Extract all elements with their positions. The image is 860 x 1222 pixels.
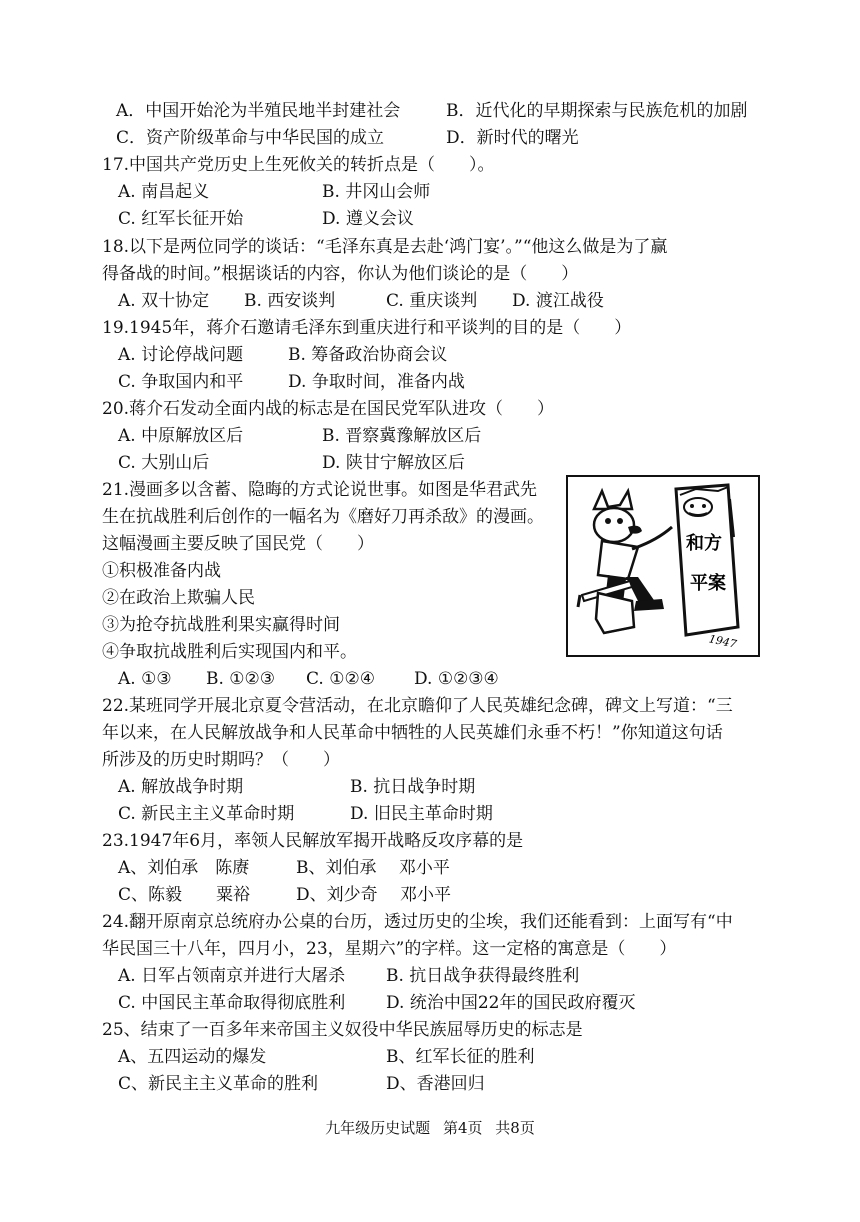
q25-option-d: D、香港回归: [386, 1074, 485, 1094]
q24-stem-line2: 华民国三十八年，四月小，23，星期六”的字样。这一定格的寓意是（ ）: [102, 939, 677, 959]
q24-option-c: C. 中国民主革命取得彻底胜利: [118, 993, 346, 1013]
q19-option-b: B. 筹备政治协商会议: [288, 345, 448, 365]
footer-page-number: 第4页: [442, 1119, 483, 1137]
q19-option-a: A. 讨论停战问题: [118, 345, 244, 365]
q24-option-a: A. 日军占领南京并进行大屠杀: [118, 966, 346, 986]
q18-stem-line2: 得备战的时间。”根据谈话的内容，你认为他们谈论的是（ ）: [102, 264, 579, 284]
q22-option-c: C. 新民主主义革命时期: [118, 804, 295, 824]
footer-title: 九年级历史试题: [325, 1119, 431, 1137]
q18-option-a: A. 双十协定: [118, 291, 210, 311]
q22-stem-line3: 所涉及的历史时期吗？（ ）: [102, 750, 340, 770]
q20-stem: 20.蒋介石发动全面内战的标志是在国民党军队进攻（ ）: [102, 399, 555, 419]
page-footer: [0, 1118, 860, 1138]
q17-option-d: D. 遵义会议: [322, 209, 414, 229]
q21-stem-line3: 这幅漫画主要反映了国民党（ ）: [102, 534, 374, 554]
q18-stem-line1: 18.以下是两位同学的谈话：“毛泽东真是去赴‘鸿门宴’。”“他这么做是为了赢: [102, 237, 668, 257]
cartoon-year: 1947: [707, 632, 738, 651]
q23-stem: 23.1947年6月，率领人民解放军揭开战略反攻序幕的是: [102, 831, 524, 851]
q16-option-b: B．近代化的早期探索与民族危机的加剧: [446, 101, 748, 121]
q20-option-d: D. 陕甘宁解放区后: [322, 453, 465, 473]
q25-option-a: A、五四运动的爆发: [118, 1047, 267, 1067]
q19-stem: 19.1945年，蒋介石邀请毛泽东到重庆进行和平谈判的目的是（ ）: [102, 318, 632, 338]
q22-stem-line1: 22.某班同学开展北京夏令营活动，在北京瞻仰了人民英雄纪念碑，碑文上写道：“三: [102, 696, 733, 716]
q25-option-b: B、红军长征的胜利: [386, 1047, 535, 1067]
q22-option-b: B. 抗日战争时期: [350, 777, 476, 797]
q21-item-1: ①积极准备内战: [102, 561, 221, 581]
q16-option-d: D．新时代的曙光: [446, 128, 579, 148]
q23-option-a: A、刘伯承 陈赓: [118, 858, 250, 878]
q17-option-b: B. 井冈山会师: [322, 182, 431, 202]
q20-option-b: B. 晋察冀豫解放区后: [322, 426, 482, 446]
q21-stem-line2: 生在抗战胜利后创作的一幅名为《磨好刀再杀敌》的漫画。: [102, 507, 544, 527]
q22-option-a: A. 解放战争时期: [118, 777, 244, 797]
soldier-body: [598, 541, 638, 579]
q25-option-c: C、新民主主义革命的胜利: [118, 1074, 319, 1094]
q18-option-b: B. 西安谈判: [244, 291, 336, 311]
q21-option-a: A. ①③: [118, 669, 172, 689]
soldier-cap: [594, 491, 632, 509]
q17-option-c: C. 红军长征开始: [118, 209, 244, 229]
q21-option-c: C. ①②④: [306, 669, 375, 689]
soldier-head: [594, 508, 634, 542]
q23-option-b: B、刘伯承 邓小平: [296, 858, 450, 878]
q16-option-c: C．资产阶级革命与中华民国的成立: [116, 128, 385, 148]
q22-stem-line2: 年以来，在人民解放战争和人民革命中牺牲的人民英雄们永垂不朽！”你知道这句话: [102, 723, 723, 743]
q21-item-3: ③为抢夺抗战胜利果实赢得时间: [102, 615, 340, 635]
cartoon-illustration: [566, 475, 760, 657]
whetstone-icon: [596, 593, 634, 633]
q19-option-c: C. 争取国内和平: [118, 372, 244, 392]
q20-option-a: A. 中原解放区后: [118, 426, 244, 446]
sign-text-line1: 和方: [686, 533, 722, 554]
q18-option-d: D. 渡江战役: [512, 291, 604, 311]
q21-option-b: B. ①②③: [206, 669, 276, 689]
q20-option-c: C. 大别山后: [118, 453, 210, 473]
q24-option-b: B. 抗日战争获得最终胜利: [386, 966, 580, 986]
q21-stem-line1: 21.漫画多以含蓄、隐晦的方式论说世事。如图是华君武先: [102, 480, 538, 500]
q18-option-c: C. 重庆谈判: [386, 291, 478, 311]
q17-stem: 17.中国共产党历史上生死攸关的转折点是（ ）。: [102, 155, 495, 175]
footer-total-pages: 共8页: [495, 1119, 535, 1137]
q19-option-d: D. 争取时间，准备内战: [288, 372, 465, 392]
q16-option-a: A．中国开始沦为半殖民地半封建社会: [116, 101, 401, 121]
sign-text-line2: 平案: [690, 573, 726, 594]
q21-item-2: ②在政治上欺骗人民: [102, 588, 255, 608]
q23-option-d: D、刘少奇 邓小平: [296, 885, 452, 905]
q24-option-d: D. 统治中国22年的国民政府覆灭: [386, 993, 636, 1013]
q23-option-c: C、陈毅 粟裕: [118, 885, 251, 905]
q17-option-a: A. 南昌起义: [118, 182, 210, 202]
q24-stem-line1: 24.翻开原南京总统府办公桌的台历，透过历史的尘埃，我们还能看到：上面写有“中: [102, 912, 733, 932]
q21-option-d: D. ①②③④: [414, 669, 499, 689]
q25-stem: 25、结束了一百多年来帝国主义奴役中华民族屈辱历史的标志是: [102, 1020, 583, 1040]
sign-face-icon: [684, 498, 712, 516]
cartoon-drawing: [568, 477, 758, 655]
q22-option-d: D. 旧民主革命时期: [350, 804, 493, 824]
q21-item-4: ④争取抗战胜利后实现国内和平。: [102, 642, 357, 662]
